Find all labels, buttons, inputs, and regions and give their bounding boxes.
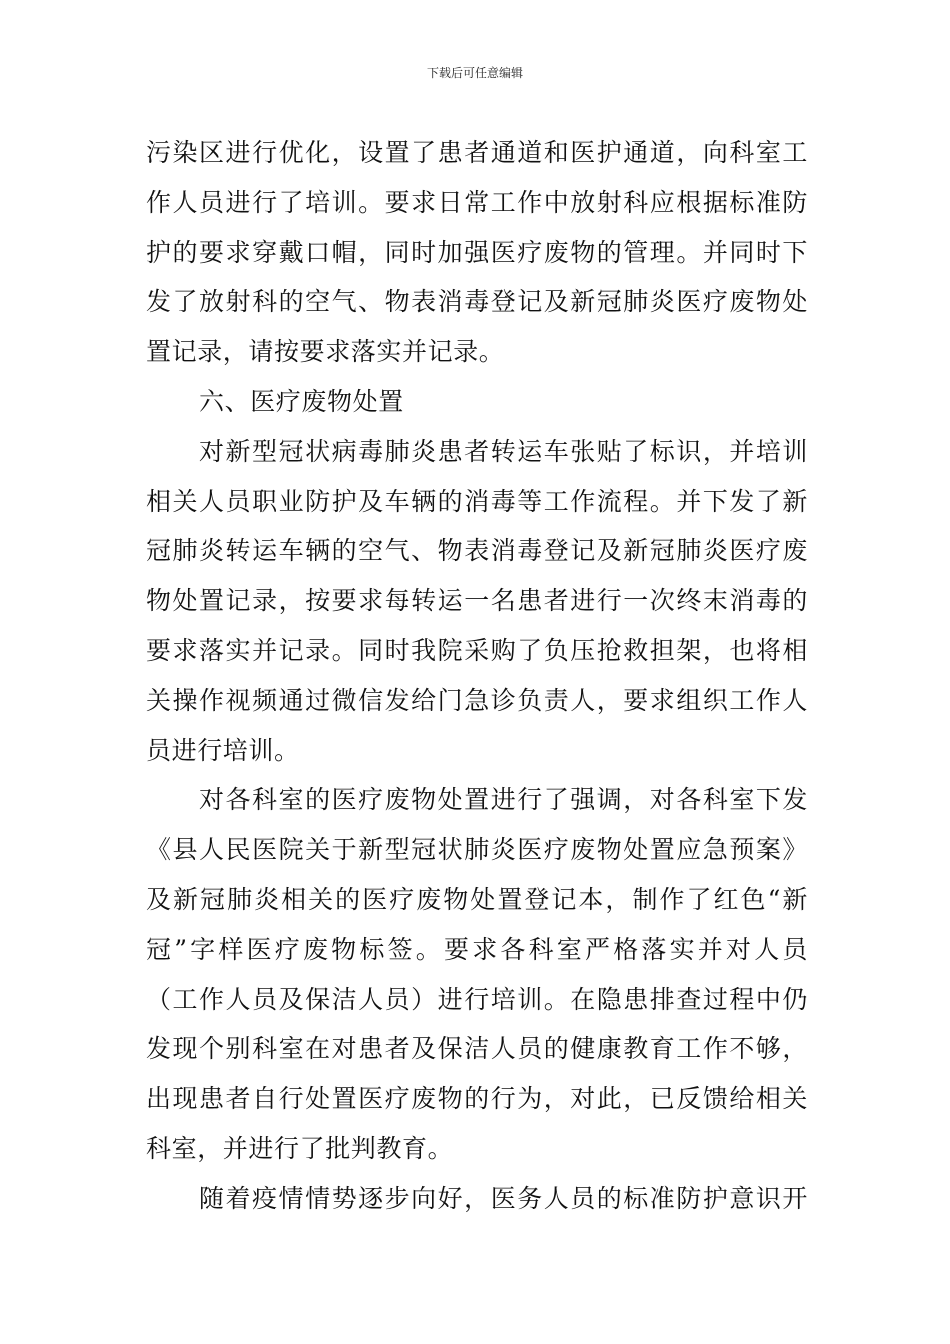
- text-line: （工作人员及保洁人员）进行培训。在隐患排查过程中仍: [146, 984, 808, 1014]
- document-body: [146, 128, 808, 1224]
- text-line: 污染区进行优化，设置了患者通道和医护通道，向科室工: [146, 138, 808, 167]
- text-line: 随着疫情情势逐步向好，医务人员的标准防护意识开: [199, 1183, 808, 1213]
- text-line: 护的要求穿戴口帽，同时加强医疗废物的管理。并同时下: [146, 237, 808, 267]
- text-line: 关操作视频通过微信发给门急诊负责人，要求组织工作人: [146, 685, 808, 715]
- text-line: 员进行培训。: [146, 735, 300, 765]
- text-line: 发现个别科室在对患者及保洁人员的健康教育工作不够，: [146, 1034, 808, 1064]
- text-line: 要求落实并记录。同时我院采购了负压抢救担架，也将相: [146, 635, 808, 665]
- text-line: 出现患者自行处置医疗废物的行为，对此，已反馈给相关: [146, 1084, 808, 1114]
- text-line: 置记录，请按要求落实并记录。: [146, 337, 505, 367]
- text-line: 对各科室的医疗废物处置进行了强调，对各科室下发: [199, 785, 808, 815]
- header-note: 下载后可任意编辑: [426, 66, 523, 80]
- text-line: 冠肺炎转运车辆的空气、物表消毒登记及新冠肺炎医疗废: [146, 536, 808, 566]
- text-line: 物处置记录，按要求每转运一名患者进行一次终末消毒的: [146, 586, 808, 616]
- text-line: 六、医疗废物处置: [199, 386, 404, 416]
- text-line: 《县人民医院关于新型冠状肺炎医疗废物处置应急预案》: [146, 835, 808, 865]
- text-line: 发了放射科的空气、物表消毒登记及新冠肺炎医疗废物处: [146, 287, 808, 317]
- text-line: 及新冠肺炎相关的医疗废物处置登记本，制作了红色“新: [146, 884, 808, 914]
- text-line: 相关人员职业防护及车辆的消毒等工作流程。并下发了新: [146, 486, 808, 516]
- text-line: 科室，并进行了批判教育。: [146, 1133, 454, 1163]
- text-line: 冠”字样医疗废物标签。要求各科室严格落实并对人员: [146, 934, 808, 964]
- text-line: 对新型冠状病毒肺炎患者转运车张贴了标识，并培训: [199, 436, 808, 466]
- text-line: 作人员进行了培训。要求日常工作中放射科应根据标准防: [146, 187, 808, 217]
